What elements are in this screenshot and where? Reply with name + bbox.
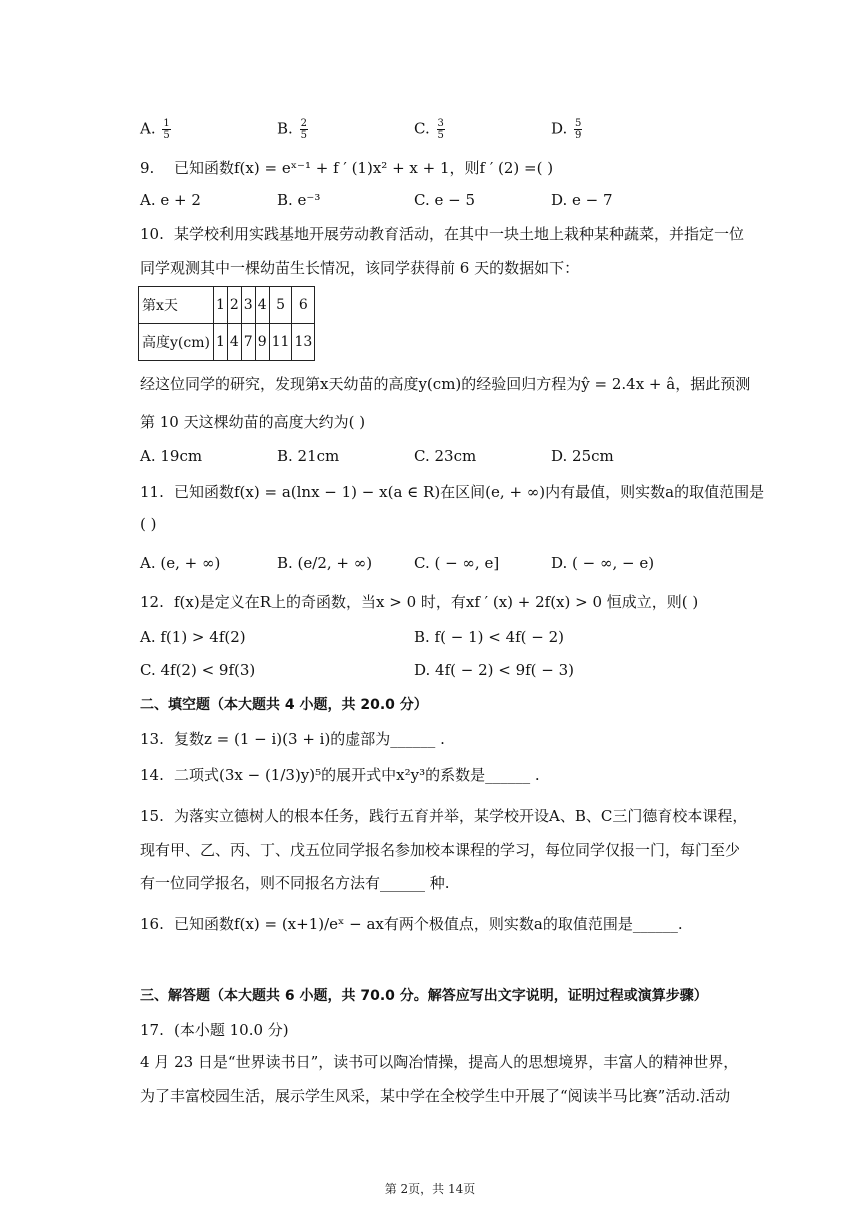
q12-stem: 12. f(x)是定义在R上的奇函数，当x > 0 时，有xf ′ (x) + 2f(x) > 0 恒成立，则( ): [140, 593, 699, 611]
q10-stem-line1: 10. 某学校利用实践基地开展劳动教育活动，在其中一块土地上栽种某种蔬菜，并指定一位: [140, 225, 745, 243]
q11-option-b: B. (e/2, + ∞): [277, 554, 373, 572]
table-cell: 13: [292, 324, 315, 361]
table-cell: 11: [269, 324, 292, 361]
q12-option-c: C. 4f(2) < 9f(3): [140, 661, 256, 679]
q8-option-a: A. $\frac{1}{5}$: [140, 118, 170, 141]
table-cell: 6: [292, 287, 315, 324]
q11-option-c: C. ( − ∞, e]: [414, 554, 500, 572]
q11-stem-line2: ( ): [140, 515, 157, 533]
q16-stem: 16. 已知函数f(x) = (x+1)/eˣ − ax有两个极值点，则实数a的取值范围是______.: [140, 915, 683, 933]
table-cell: 3: [241, 287, 255, 324]
table-row: [139, 324, 315, 361]
q8-option-b: B. $\frac{2}{5}$: [277, 118, 307, 141]
q10-stem-line3: 经这位同学的研究，发现第x天幼苗的高度y(cm)的经验回归方程为ŷ = 2.4x + â，据此预测: [140, 375, 751, 393]
q10-data-table: [138, 286, 315, 361]
q8-option-c: C. $\frac{3}{5}$: [414, 118, 444, 141]
q9-option-a: A. e + 2: [140, 191, 201, 209]
q13-stem: 13. 复数z = (1 − i)(3 + i)的虚部为______ .: [140, 730, 445, 748]
q9-option-d: D. e − 7: [551, 191, 613, 209]
table-cell: 2: [227, 287, 241, 324]
q11-stem-line1: 11. 已知函数f(x) = a(lnx − 1) − x(a ∈ R)在区间(e, + ∞)内有最值，则实数a的取值范围是: [140, 483, 765, 501]
table-cell: 4: [227, 324, 241, 361]
q15-stem-line1: 15. 为落实立德树人的根本任务，践行五育并举，某学校开设A、B、C三门德育校本课程，: [140, 807, 748, 825]
table-cell: 5: [269, 287, 292, 324]
q14-stem: 14. 二项式(3x − (1/3)y)⁵的展开式中x²y³的系数是______ .: [140, 766, 540, 784]
q12-option-a: A. f(1) > 4f(2): [140, 628, 246, 646]
q17-stem-line2: 为了丰富校园生活，展示学生风采，某中学在全校学生中开展了“阅读半马比赛”活动.活动: [140, 1087, 731, 1105]
q8-option-d: D. $\frac{5}{9}$: [551, 118, 582, 141]
q9-option-c: C. e − 5: [414, 191, 476, 209]
q11-option-a: A. (e, + ∞): [140, 554, 221, 572]
table-cell: 1: [213, 324, 227, 361]
q10-option-c: C. 23cm: [414, 447, 477, 465]
table-cell: 4: [255, 287, 269, 324]
table-cell: 1: [213, 287, 227, 324]
table-cell: 9: [255, 324, 269, 361]
q10-option-a: A. 19cm: [140, 447, 203, 465]
q17-header: 17. (本小题 10.0 分): [140, 1021, 289, 1039]
table-cell: 7: [241, 324, 255, 361]
table-row: [139, 287, 315, 324]
q10-stem-line2: 同学观测其中一棵幼苗生长情况，该同学获得前 6 天的数据如下：: [140, 259, 580, 277]
q15-stem-line3: 有一位同学报名，则不同报名方法有______ 种.: [140, 874, 450, 892]
section-fill-in-heading: 二、填空题（本大题共 4 小题，共 20.0 分）: [140, 697, 428, 713]
q10-option-b: B. 21cm: [277, 447, 340, 465]
q10-stem-line4: 第 10 天这棵幼苗的高度大约为( ): [140, 413, 366, 431]
q10-option-d: D. 25cm: [551, 447, 614, 465]
table-header-height: 高度y(cm): [139, 324, 214, 361]
q17-stem-line1: 4 月 23 日是“世界读书日”，读书可以陶冶情操，提高人的思想境界，丰富人的精神世界，: [140, 1053, 739, 1071]
q9-option-b: B. e⁻³: [277, 191, 321, 209]
q12-option-d: D. 4f( − 2) < 9f( − 3): [414, 661, 575, 679]
page-footer: 第 2页，共 14页: [384, 1182, 476, 1196]
q15-stem-line2: 现有甲、乙、丙、丁、戊五位同学报名参加校本课程的学习，每位同学仅报一门，每门至少: [140, 841, 741, 859]
section-solve-heading: 三、解答题（本大题共 6 小题，共 70.0 分。解答应写出文字说明，证明过程或演算步骤）: [140, 988, 708, 1004]
q9-stem: 9. 已知函数f(x) = eˣ⁻¹ + f ′ (1)x² + x + 1，则f ′ (2) =( ): [140, 159, 554, 177]
q11-option-d: D. ( − ∞, − e): [551, 554, 655, 572]
table-header-day: 第x天: [139, 287, 214, 324]
q12-option-b: B. f( − 1) < 4f( − 2): [414, 628, 565, 646]
